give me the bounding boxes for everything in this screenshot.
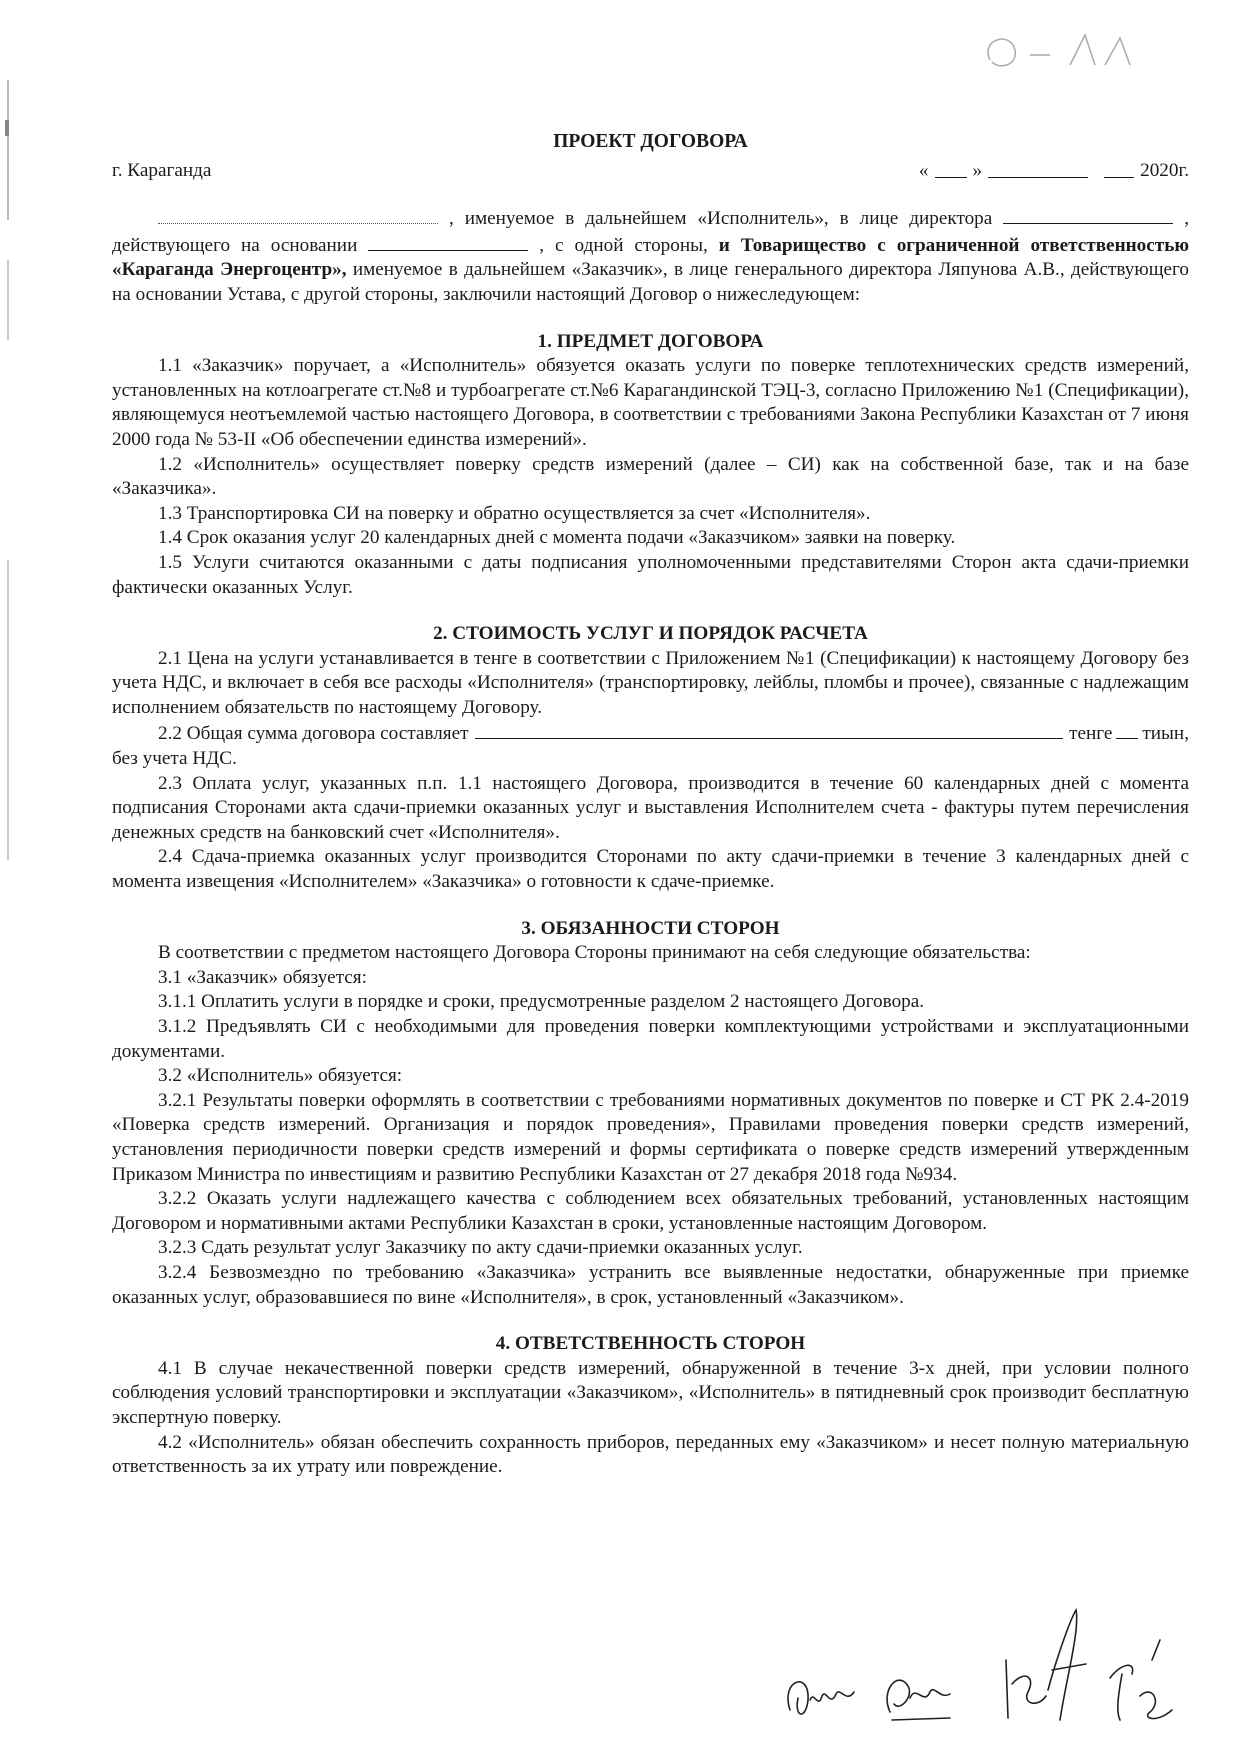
handwritten-corner-mark <box>970 20 1150 80</box>
clause: 1.5 Услуги считаются оказанными с даты подписания уполномоченными представителями Сторон акта сдачи-приемки фактически оказанных Услуг. <box>112 551 1189 598</box>
clause: 1.1 «Заказчик» поручает, а «Исполнитель» обязуется оказать услуги по поверке теплотехнических средств измерений, установленных на котлоагрегате ст.№8 и турбоагрегате ст.№6 Карагандинской ТЭЦ-3, согласно Приложению №1 (Спецификации), являющемуся неотъемлемой частью настоящего Договора, в соответствии с требованиями Закона Республики Казахстан от 7 июня 2000 года № 53-II «Об обеспечении единства измерений». <box>112 355 1189 450</box>
clause: 3.2.3 Сдать результат услуг Заказчику по акту сдачи-приемки оказанных услуг. <box>158 1237 803 1259</box>
total-sum-blank <box>475 720 1064 739</box>
clause: 3.1 «Заказчик» обязуется: <box>158 966 367 988</box>
date-field <box>919 159 1189 184</box>
total-sum-row <box>112 720 1189 747</box>
tenge-label: тенге <box>1069 723 1113 745</box>
date-day-blank <box>935 159 967 178</box>
place-date-row <box>112 159 1189 184</box>
preamble-text-3: , с одной стороны, <box>539 234 708 256</box>
clause: 3.2 «Исполнитель» обязуется: <box>158 1065 403 1087</box>
clause: 3.1.1 Оплатить услуги в порядке и сроки, предусмотренные разделом 2 настоящего Договора. <box>158 991 925 1013</box>
date-quote-close: » <box>972 159 983 181</box>
clause: 1.3 Транспортировка СИ на поверку и обратно осуществляется за счет «Исполнителя». <box>158 502 871 524</box>
vat-note: без учета НДС. <box>112 748 237 770</box>
date-month-blank <box>988 159 1088 178</box>
clause: 2.4 Сдача-приемка оказанных услуг производится Сторонами по акту сдачи-приемки в течение 3 календарных дней с момента извещения «Исполнителем» «Заказчика» о готовности к сдаче-приемке. <box>112 846 1189 893</box>
director-name-blank <box>1003 205 1173 224</box>
clause: 3.1.2 Предъявлять СИ с необходимыми для проведения поверки комплектующими устройствами и эксплуатационными документами. <box>112 1016 1189 1062</box>
total-sum-label: 2.2 Общая сумма договора составляет <box>158 723 469 745</box>
tiyn-blank <box>1116 720 1138 739</box>
preamble-text-1: , именуемое в дальнейшем «Исполнитель», в лице директора <box>448 208 993 230</box>
clause: 2.1 Цена на услуги устанавливается в тенге в соответствии с Приложением №1 (Спецификации) к настоящему Договору без учета НДС, и включает в себя все расходы «Исполнителя» (транспортировку, лейблы, пломбы и прочее), связанные с надлежащим исполнением обязательств по настоящему Договору. <box>112 647 1189 718</box>
handwritten-signatures <box>780 1600 1210 1740</box>
preamble-text-2: , действующего на основании <box>112 208 1189 256</box>
clause: 1.4 Срок оказания услуг 20 календарных дней с момента подачи «Заказчиком» заявки на поверку. <box>158 527 956 549</box>
date-quote-open: « <box>918 159 929 181</box>
date-year: 2020г. <box>1140 159 1189 181</box>
clause: 1.2 «Исполнитель» осуществляет поверку средств измерений (далее – СИ) как на собственной базе, так и на базе «Заказчика». <box>112 453 1189 500</box>
section-heading: 3. ОБЯЗАННОСТИ СТОРОН <box>521 917 780 939</box>
preamble-text-4: именуемое в дальнейшем «Заказчик», в лице генерального директора Ляпунова А.В., действующего на основании Устава, с другой стороны, заключили настоящий Договор о нижеследующем: <box>112 259 1190 305</box>
clause: 3.2.2 Оказать услуги надлежащего качества с соблюдением всех обязательных требований, установленных настоящим Договором и нормативными актами Республики Казахстан в сроки, установленные настоящим Договором. <box>112 1188 1189 1234</box>
clause: 4.1 В случае некачественной поверки средств измерений, обнаруженной в течение 3-х дней, при условии полного соблюдения условий транспортировки и эксплуатации «Заказчиком», «Исполнитель» в пятидневный срок производит бесплатную экспертную поверку. <box>112 1357 1189 1428</box>
clause: 4.2 «Исполнитель» обязан обеспечить сохранность приборов, переданных ему «Заказчиком» и несет полную материальную ответственность за их утрату или повреждение. <box>112 1431 1189 1478</box>
section-heading: 4. ОТВЕТСТВЕННОСТЬ СТОРОН <box>495 1333 806 1355</box>
basis-blank <box>368 232 528 251</box>
document-body <box>112 130 1189 1480</box>
executor-name-blank <box>158 205 438 224</box>
section-heading: 1. ПРЕДМЕТ ДОГОВОРА <box>537 330 764 352</box>
date-year-blank <box>1104 159 1134 178</box>
scan-margin-marks <box>0 0 40 1754</box>
tiyn-label: тиын, <box>1142 723 1189 745</box>
clause: 3.2.4 Безвозмездно по требованию «Заказчика» устранить все выявленные недостатки, обнаруженные при приемке оказанных услуг, образовавшиеся по вине «Исполнителя», в срок, установленный «Заказчиком». <box>112 1261 1189 1308</box>
customer-company-name: и Товарищество с ограниченной ответственностью «Караганда Энергоцентр», <box>112 234 1190 281</box>
clause: 2.3 Оплата услуг, указанных п.п. 1.1 настоящего Договора, производится в течение 60 календарных дней с момента подписания Сторонами акта сдачи-приемки оказанных услуг и выставления Исполнителем счета - фактуры путем перечисления денежных средств на банковский счет «Исполнителя». <box>112 772 1189 843</box>
preamble <box>112 205 1189 307</box>
document-title: ПРОЕКТ ДОГОВОРА <box>553 131 748 152</box>
section-heading: 2. СТОИМОСТЬ УСЛУГ И ПОРЯДОК РАСЧЕТА <box>433 623 868 645</box>
place: г. Караганда <box>112 159 212 181</box>
clause: 3.2.1 Результаты поверки оформлять в соответствии с требованиями нормативных документов по поверке и СТ РК 2.4-2019 «Поверка средств измерений. Организация и порядок проведения», Правилами проведения поверки средств измерений, установления периодичности поверки средств измерений и формы сертификата о поверке средств измерений утвержденным Приказом Министра по инвестициям и развитию Республики Казахстан от 27 декабря 2018 года №934. <box>112 1089 1189 1185</box>
clause: В соответствии с предметом настоящего Договора Стороны принимают на себя следующие обязательства: <box>158 942 1031 964</box>
